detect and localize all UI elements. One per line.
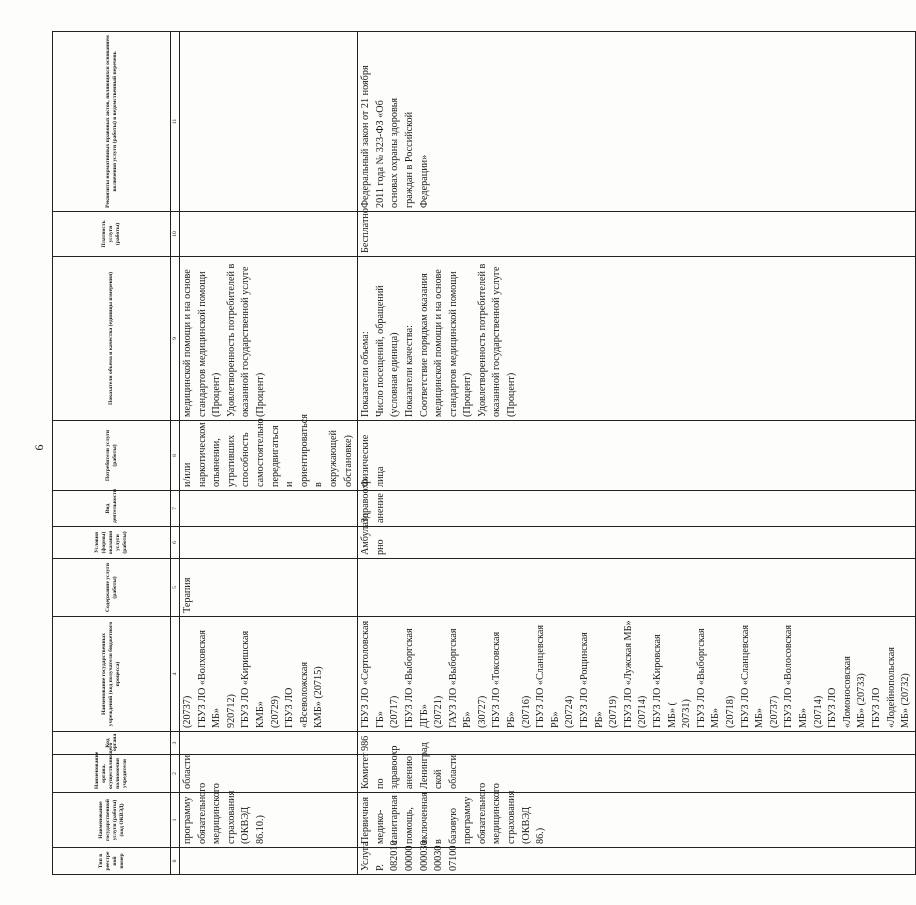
cell-text-line: 986 [360,735,372,751]
cell-text-line: ориентироваться [298,414,310,487]
cell-text-line: (Процент) [211,372,223,417]
cell-text-line: в окружающей [313,430,339,487]
cell-text-line: медико- [374,809,386,844]
page-number: 9 [32,444,47,451]
column-number: 0 [171,848,180,875]
cell-text-line: области [447,754,459,789]
cell-service-content [180,559,358,617]
cell-text-line: (Процент) [254,372,266,417]
cell-text-line: Здравоохр [360,478,372,523]
cell-text-line: Физические [360,434,372,487]
cell-text-line: лица [374,466,386,487]
cell-text-line: Показатели объема: [360,331,372,417]
cell-text-line: Первичная [360,796,372,844]
cell-text-line: анению [403,755,415,789]
landscape-page [52,32,912,875]
cell-text-line: самостоятельно [254,418,266,487]
cell-text-line: оказанной государственной услуге [240,266,252,417]
cell-text-line: анение [374,493,386,523]
cell-text-line: ГБУЗ ЛО «Волховская МБ» [196,630,223,728]
cell-text-line: КМБ» (20715) [313,666,325,728]
cell-institutions [180,617,358,732]
column-number: 11 [171,32,180,212]
cell-text-line: передвигаться и [269,425,296,487]
cell-text-line: Бесплатно [360,208,372,253]
cell-text-line: помощь, [403,807,415,844]
cell-text-line: ГБУЗ ЛО «Всеволожская [284,661,310,728]
cell-text-line: Число посещений, обращений [374,285,386,417]
header-cell: Код органа [53,732,171,755]
cell-text-line: ГБУЗ ЛО «Киришская КМБ» [240,630,266,728]
cell-payment [358,208,916,257]
cell-text-line: медицинской помощи и на основе [182,269,193,417]
cell-text-line: области [182,754,193,789]
cell-service-content [358,559,916,617]
column-number: 1 [171,793,180,848]
cell-text-line: МБ» (20732) [900,673,912,728]
cell-text-line: (Процент) [462,372,474,417]
cell-text-line: ГБУЗ ЛО «Сланцевская МБ» [739,624,766,728]
cell-text-line: (20717) [389,695,401,728]
cell-service-name [358,782,916,848]
header-cell: Платность услуги (работы) [53,212,171,257]
cell-text-line: стандартов медицинской помощи [447,271,459,417]
cell-text-line: 07100 [447,845,459,871]
cell-text-line: Комитет [360,752,372,789]
header-cell: Потребители услуги (работы) [53,421,171,491]
cell-text-line: 000030 [418,840,430,871]
cell-text-line: Амбулато [360,513,372,555]
cell-text-line: страхования [506,790,518,844]
cell-text-line: включенная в [418,792,445,844]
cell-text-line: Удовлетворенность потребителей в [225,263,237,417]
column-number-row [171,32,180,875]
cell-text-line: и/или [182,462,193,487]
cell-text-line: ГБУЗ ЛО «Токсовская РБ» [491,631,518,728]
cell-text-line: граждан в Российской [403,111,415,208]
cell-text-line: обязательного [476,782,488,844]
column-number: 5 [171,559,180,617]
cell-text-line: 20731) [681,699,693,728]
cell-text-line: (20737) [182,695,193,728]
header-cell: Тип в реестре ной номер [53,848,171,875]
cell-text-line: 00030 [433,845,445,871]
cell-text-line: рно [374,539,386,555]
column-number: 7 [171,491,180,527]
cell-indicators [180,257,358,421]
column-number: 4 [171,617,180,732]
cell-text-line: 082010 [389,840,401,871]
cell-text-line: медицинской помощи и на основе [433,269,445,417]
cell-text-line: санитарная [389,795,401,844]
cell-text-line: Ленинград [418,742,430,789]
cell-text-line: опьянении, [211,438,223,487]
header-cell: Наименование государственной услуги (работы) (код ОКВЭД) [53,793,171,848]
table-row [180,32,358,875]
header-cell: Вид деятельности [53,491,171,527]
cell-activity-type [180,491,358,527]
cell-legal-acts [180,32,358,212]
cell-text-line: Удовлетворенность потребителей в [476,263,488,417]
header-row [53,32,171,875]
cell-text-line: оказанной государственной услуге [491,266,503,417]
cell-text-line: (20721) [433,695,445,728]
cell-text-line: Терапия [182,577,193,613]
cell-register-number [358,840,916,875]
cell-text-line: (20718) [724,695,736,728]
cell-service-conditions [180,527,358,559]
cell-text-line: по [374,778,386,789]
cell-text-line: (ОКВЭД 86.10.) [240,806,266,844]
cell-authority-code [358,732,916,755]
cell-service-name [180,782,358,848]
cell-text-line: Соответствие порядкам оказания [418,273,430,417]
cell-indicators [358,257,916,421]
cell-service-conditions [358,513,916,559]
cell-text-line: ГАУЗ ЛО «Выборгская РБ» [447,628,474,728]
cell-text-line: ГБУЗ ЛО «Выборгская ДГБ» [403,628,430,728]
cell-text-line: (20729) [269,695,281,728]
table-row [358,32,916,875]
cell-register-number [180,848,358,875]
cell-text-line: Федеральный закон от 21 ноября [360,65,372,208]
column-number: 8 [171,421,180,491]
cell-text-line: (30727) [476,695,488,728]
cell-text-line: ГБУЗ ЛО «Рощинская РБ» [579,632,605,728]
cell-text-line: ГБУЗ ЛО «Кировская МБ» ( [652,634,678,728]
header-cell: Содержание услуги (работы) [53,559,171,617]
cell-text-line: ГБУЗ ЛО «Сертоловская ГБ» [360,620,386,728]
cell-text-line: ГБУЗ ЛО «Выборгская МБ» [695,628,722,728]
cell-text-line: (20714) [812,695,824,728]
services-register-table [52,31,916,875]
cell-text-line: стандартов медицинской помощи [196,271,208,417]
cell-text-line: 00000 [403,845,415,871]
column-number: 6 [171,527,180,559]
header-cell: Реквизиты нормативных правовых актов, являющихся основанием включения услуги (работы) в ведомственный перечень [53,32,171,212]
cell-text-line: ГБУЗ ЛО «Лужская МБ» [622,620,634,728]
cell-text-line: обстановке) [342,435,354,487]
cell-text-line: наркотическом [196,422,208,487]
cell-activity-type [358,478,916,527]
cell-authority-code [180,732,358,755]
cell-text-line: утративших [225,434,237,487]
cell-institutions [358,617,916,732]
header-cell: Наименование государственных учреждений (код получателя бюджетного процесса) [53,617,171,732]
cell-text-line: (20716) [520,695,532,728]
cell-consumers [180,414,358,491]
cell-text-line: страхования [225,790,237,844]
cell-text-line: Р. [374,864,386,871]
cell-text-line: способность [240,432,252,487]
cell-text-line: МБ» (20733) [856,673,868,728]
cell-text-line: (20719) [608,695,620,728]
cell-text-line: ГБУЗ ЛО «Волосовская МБ» [783,624,809,728]
column-number: 2 [171,755,180,793]
cell-text-line: основах охраны здоровья [389,97,401,208]
cell-text-line: медицинского [211,783,223,844]
cell-text-line: Показатели качества: [403,325,415,417]
cell-text-line: (20714) [637,695,649,728]
cell-text-line: здравоохр [389,745,401,789]
cell-text-line: (20724) [564,695,576,728]
header-cell: Показатели объема и качества (единицы измерения) [53,257,171,421]
header-cell: Наименование органа, осуществляющего полномочия учредителя [53,755,171,793]
cell-text-line: программу [462,796,474,844]
cell-text-line: 2011 года № 323-ФЗ «Об [374,100,386,208]
cell-text-line: ской [433,769,445,789]
cell-text-line: ГБУЗ ЛО «Ломоносовская [827,656,853,728]
cell-text-line: ГБУЗ ЛО «Сланцевская РБ» [535,624,561,728]
cell-text-line: (условная единица) [389,332,401,417]
cell-text-line: (ОКВЭД 86.) [520,806,547,844]
cell-text-line: Федерации» [418,154,430,208]
cell-payment [180,212,358,257]
column-number: 10 [171,212,180,257]
cell-consumers [358,421,916,491]
column-number: 9 [171,257,180,421]
cell-text-line: базовую [447,808,459,844]
cell-text-line: (Процент) [506,372,518,417]
cell-text-line: ГБУЗ ЛО «Лодейнопольская [870,647,897,728]
cell-text-line: 920712) [225,694,237,728]
cell-text-line: (20737) [768,695,780,728]
column-number: 3 [171,732,180,755]
cell-text-line: медицинского [491,783,503,844]
cell-text-line: Услуга [360,841,372,871]
cell-legal-acts [358,32,916,212]
header-cell: Условия (формы) оказания услуги (работы) [53,527,171,559]
cell-text-line: обязательного [196,782,208,844]
cell-text-line: программу [182,796,193,844]
